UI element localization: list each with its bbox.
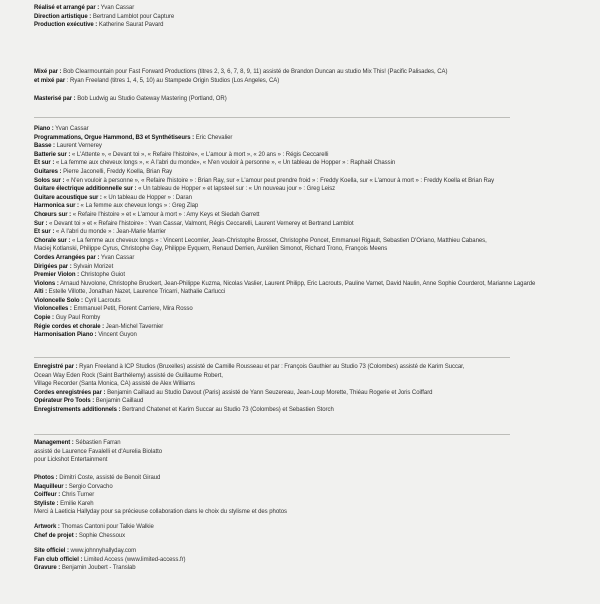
credit-value: Benjamin Joubert - Translab	[60, 565, 136, 572]
credit-value: Ocean Way Eden Rock (Saint Barthélemy) assisté de Guillaume Robert,	[34, 372, 223, 379]
credit-value: Emmanuel Petit, Florent Carriere, Mira Rosso	[71, 306, 193, 313]
credit-line	[34, 211, 574, 220]
credit-line	[34, 168, 574, 177]
credit-value: « À l'abri du monde » : Jean-Marie Marrier	[54, 229, 166, 236]
credit-line	[34, 389, 574, 398]
credit-line	[34, 4, 574, 13]
mixing-section	[34, 68, 574, 85]
credit-value: « Un tableau de Hopper » : Daran	[101, 194, 192, 201]
credit-value: Maciej Kotlanski, Philippe Cyrus, Christophe Gay, Philippe Eyquem, Renaud Derrien, Aurélien Simonot, Richard Trono, François Meens	[34, 246, 388, 253]
credit-value: Laurent Vernerey	[55, 143, 102, 150]
credit-role: Site officiel :	[34, 548, 69, 554]
credit-line	[34, 297, 574, 306]
credit-value: Merci à Laeticia Hallyday pour sa précieuse collaboration dans le choix du stylisme et des photos	[34, 509, 287, 516]
credit-role: Harmonisation Piano :	[34, 332, 97, 339]
credit-line	[34, 508, 574, 517]
credit-value: Vincent Guyon	[96, 332, 137, 339]
credit-value: Bertrand Lamblot pour Capture	[91, 13, 175, 20]
credit-line	[34, 142, 574, 151]
credit-value: Sophie Chessoux	[77, 532, 126, 539]
credit-role: Opérateur Pro Tools :	[34, 398, 95, 405]
credit-value: Ryan Freeland à ICP Studios (Bruxelles) assisté de Camille Rousseau et par : François Gauthier au Studio 73 (Colombes) assisté de Karim Succar,	[77, 364, 465, 370]
credit-value: Yvan Cassar	[99, 254, 135, 261]
credit-line	[34, 151, 574, 160]
credit-role: Programmations, Orgue Hammond, B3 et Synthétiseurs :	[34, 134, 195, 141]
production-section	[34, 4, 574, 30]
credit-role: Chœurs sur :	[34, 211, 72, 218]
credit-role: Réalisé et arrangé par :	[34, 5, 100, 11]
credit-role: Fan club officiel :	[34, 556, 83, 563]
credit-value: « N'en vouloir à personne », « Refaire l'histoire » : Brian Ray, sur « L'amour peut prendre froid » : Freddy Koella, sur « L'amour à mort » : Freddy Koella et Brian Ray	[64, 177, 495, 184]
credit-role: Et sur :	[34, 160, 55, 167]
credit-line	[34, 194, 574, 203]
credit-value: Yvan Cassar	[99, 5, 135, 11]
credit-line	[34, 185, 574, 194]
credit-role: Sur :	[34, 220, 48, 227]
credit-line	[34, 271, 574, 280]
credit-line	[34, 556, 574, 565]
credit-role: Premier Violon :	[34, 272, 80, 279]
credit-line	[34, 439, 574, 448]
divider	[34, 434, 510, 435]
credit-line	[34, 220, 574, 229]
credit-role: Direction artistique :	[34, 13, 92, 20]
credit-role: Cordes Arrangées par :	[34, 254, 100, 261]
credit-role: Enregistrements additionnels :	[34, 406, 121, 413]
credit-line	[34, 263, 574, 272]
credit-line	[34, 228, 574, 237]
credit-value: « Refaire l'histoire » et « L'amour à mort » : Amy Keys et Siedah Garrett	[71, 211, 260, 218]
credit-line	[34, 500, 574, 509]
credit-role: Maquilleur :	[34, 483, 68, 490]
credit-line	[34, 483, 574, 492]
credit-line	[34, 323, 574, 332]
credit-line	[34, 305, 574, 314]
credit-role: Gravure :	[34, 565, 61, 572]
credit-value: Village Recorder (Santa Monica, CA) assisté de Alex Williams	[34, 381, 195, 388]
credit-role: et mixé par	[34, 77, 66, 84]
credit-role: Violons :	[34, 280, 59, 287]
credit-role: Harmonica sur :	[34, 203, 79, 210]
credit-value: Sergio Corvacho	[67, 483, 113, 490]
credit-line	[34, 397, 574, 406]
credit-value: Guy Paul Romby	[53, 315, 101, 322]
credit-value: Jean-Michel Tavernier	[104, 323, 164, 330]
credit-line	[34, 68, 574, 77]
credit-value: Chris Turner	[60, 492, 95, 499]
mastering-section	[34, 95, 574, 104]
credit-line	[34, 177, 574, 186]
credit-role: Régie cordes et chorale :	[34, 323, 105, 330]
credit-role: Violoncelles :	[34, 306, 72, 313]
credit-value: Estelle Villotte, Jonathan Nazet, Laurence Tricarri, Nathalie Carlucci	[47, 289, 226, 296]
credit-role: Masterisé par :	[34, 96, 76, 102]
credit-value: www.johnnyhallyday.com	[68, 548, 137, 554]
credit-role: Production exécutive :	[34, 22, 98, 29]
credit-role: Management :	[34, 440, 74, 446]
credit-line	[34, 363, 574, 372]
credit-line	[34, 245, 574, 254]
credit-line	[34, 202, 574, 211]
credit-role: Cordes enregistrées par :	[34, 389, 106, 396]
credit-value: Cyril Lacrouts	[83, 297, 121, 304]
credit-role: Coiffeur :	[34, 492, 61, 499]
credit-line	[34, 532, 574, 541]
credit-role: Basse :	[34, 143, 55, 150]
credit-line	[34, 288, 574, 297]
credit-value: : Ryan Freeland (titres 1, 4, 5, 10) au Stampede Origin Studios (Los Angeles, CA)	[65, 77, 280, 84]
recording-section	[34, 363, 574, 415]
credit-line	[34, 21, 574, 30]
management-section	[34, 439, 574, 465]
credit-value: assisté de Laurence Favalelli et d'Aurelia Biolatto	[34, 448, 163, 455]
credit-value: pour Lickshot Entertainment	[34, 457, 108, 464]
credit-line	[34, 237, 574, 246]
credit-value: Sylvain Morizet	[71, 263, 114, 270]
credit-value: « L'Attente », « Devant toi », « Refaire l'histoire», « L'amour à mort », « 20 ans » : Régis Ceccarelli	[70, 151, 329, 158]
credit-role: Et sur :	[34, 229, 55, 236]
credit-role: Dirigées par :	[34, 263, 72, 270]
credit-line	[34, 380, 574, 389]
credit-value: Sébastien Farran	[73, 440, 121, 446]
credit-value: « Devant toi » et « Refaire l'histoire» : Yvan Cassar, Valmont, Régis Ceccarelli, Laurent Vernerey et Bertrand Lamblot	[47, 220, 354, 227]
credit-role: Violoncelle Solo :	[34, 297, 83, 304]
credit-role: Solos sur :	[34, 177, 65, 184]
credit-line	[34, 95, 574, 104]
credit-line	[34, 125, 574, 134]
credit-value: Dimitri Coste, assisté de Benoit Giraud	[57, 475, 161, 481]
credit-line	[34, 456, 574, 465]
credit-line	[34, 314, 574, 323]
credit-role: Copie :	[34, 315, 54, 322]
credit-value: Arnaud Nuvolone, Christophe Bruckert, Jean-Philippe Kuzma, Nicolas Vaslier, Laurent Philipp, Eric Lacrouts, Pauline Varnet, David Naulin, Anne Sophie Courderot, Marianne Lagarde	[58, 280, 536, 287]
credit-line	[34, 331, 574, 340]
credit-role: Guitare acoustique sur :	[34, 194, 102, 201]
credit-role: Enregistré par :	[34, 364, 78, 370]
credit-line	[34, 77, 574, 86]
credit-line	[34, 474, 574, 483]
credit-line	[34, 491, 574, 500]
credit-line	[34, 134, 574, 143]
credit-value: Pierre Jaconelli, Freddy Koella, Brian Ray	[61, 168, 173, 175]
credit-line	[34, 547, 574, 556]
credit-role: Chorale sur :	[34, 237, 71, 244]
credit-value: Benjamin Caillaud au Studio Davout (Paris) assisté de Yann Seuzereau, Jean-Loup Morette, Thiéau Rogerie et Joris Coiffard	[105, 389, 433, 396]
divider	[34, 357, 510, 358]
credit-role: Mixé par :	[34, 69, 62, 75]
credit-value: « La femme aux cheveux longs » : Greg Zlap	[78, 203, 199, 210]
credit-role: Guitare électrique additionnelle sur :	[34, 186, 137, 193]
credit-line	[34, 406, 574, 415]
credit-value: Thomas Cantoni pour Talkie Walkie	[59, 524, 154, 530]
credit-role: Batterie sur :	[34, 151, 71, 158]
credit-line	[34, 372, 574, 381]
credit-line	[34, 523, 574, 532]
credit-line	[34, 564, 574, 573]
credit-value: Emilie Kareh	[58, 500, 94, 507]
credit-role: Chef de projet :	[34, 532, 78, 539]
credit-line	[34, 280, 574, 289]
credit-line	[34, 254, 574, 263]
credit-value: Eric Chevalier	[194, 134, 233, 141]
credit-value: Katherine Saurat Pavard	[97, 22, 164, 29]
credit-role: Piano :	[34, 126, 54, 132]
credit-value: Yvan Cassar	[53, 126, 89, 132]
credit-role: Artwork :	[34, 524, 60, 530]
credit-value: Bob Ludwig au Studio Gateway Mastering (Portland, OR)	[75, 96, 227, 102]
credit-value: « La femme aux cheveux longs », « À l'abri du monde», « N'en vouloir à personne », « Un tableau de Hopper » : Raphaël Chassin	[54, 160, 396, 167]
links-section	[34, 547, 574, 573]
credit-role: Guitares :	[34, 168, 62, 175]
credit-value: Benjamin Caillaud	[94, 398, 144, 405]
credit-line	[34, 159, 574, 168]
credit-role: Alti :	[34, 289, 48, 296]
artwork-section	[34, 523, 574, 540]
credit-line	[34, 448, 574, 457]
credit-value: Christophe Guiot	[79, 272, 125, 279]
credit-value: Limited Access (www.limited-access.fr)	[82, 556, 186, 563]
credit-value: « Un tableau de Hopper » et lapsteel sur : « Un nouveau jour » : Greg Leisz	[136, 186, 336, 193]
photos-section	[34, 474, 574, 517]
musicians-section	[34, 125, 574, 340]
divider	[34, 117, 510, 118]
credit-value: Bob Clearmountain pour Fast Forward Productions (titres 2, 3, 6, 7, 8, 9, 11) assisté de Brandon Duncan au studio Mix This! (Pacific Palisades, CA)	[61, 69, 448, 75]
credit-value: « La femme aux cheveux longs » : Vincent Lecomler, Jean-Christophe Brosset, Christophe Poncet, Emmanuel Rigault, Sebastien D'Oriano, Matthieu Cabanes,	[70, 237, 487, 244]
credit-role: Styliste :	[34, 500, 59, 507]
credit-value: Bertrand Chatenet et Karim Succar au Studio 73 (Colombes) et Sebastien Storch	[120, 406, 334, 413]
credit-role: Photos :	[34, 475, 58, 481]
credit-line	[34, 13, 574, 22]
